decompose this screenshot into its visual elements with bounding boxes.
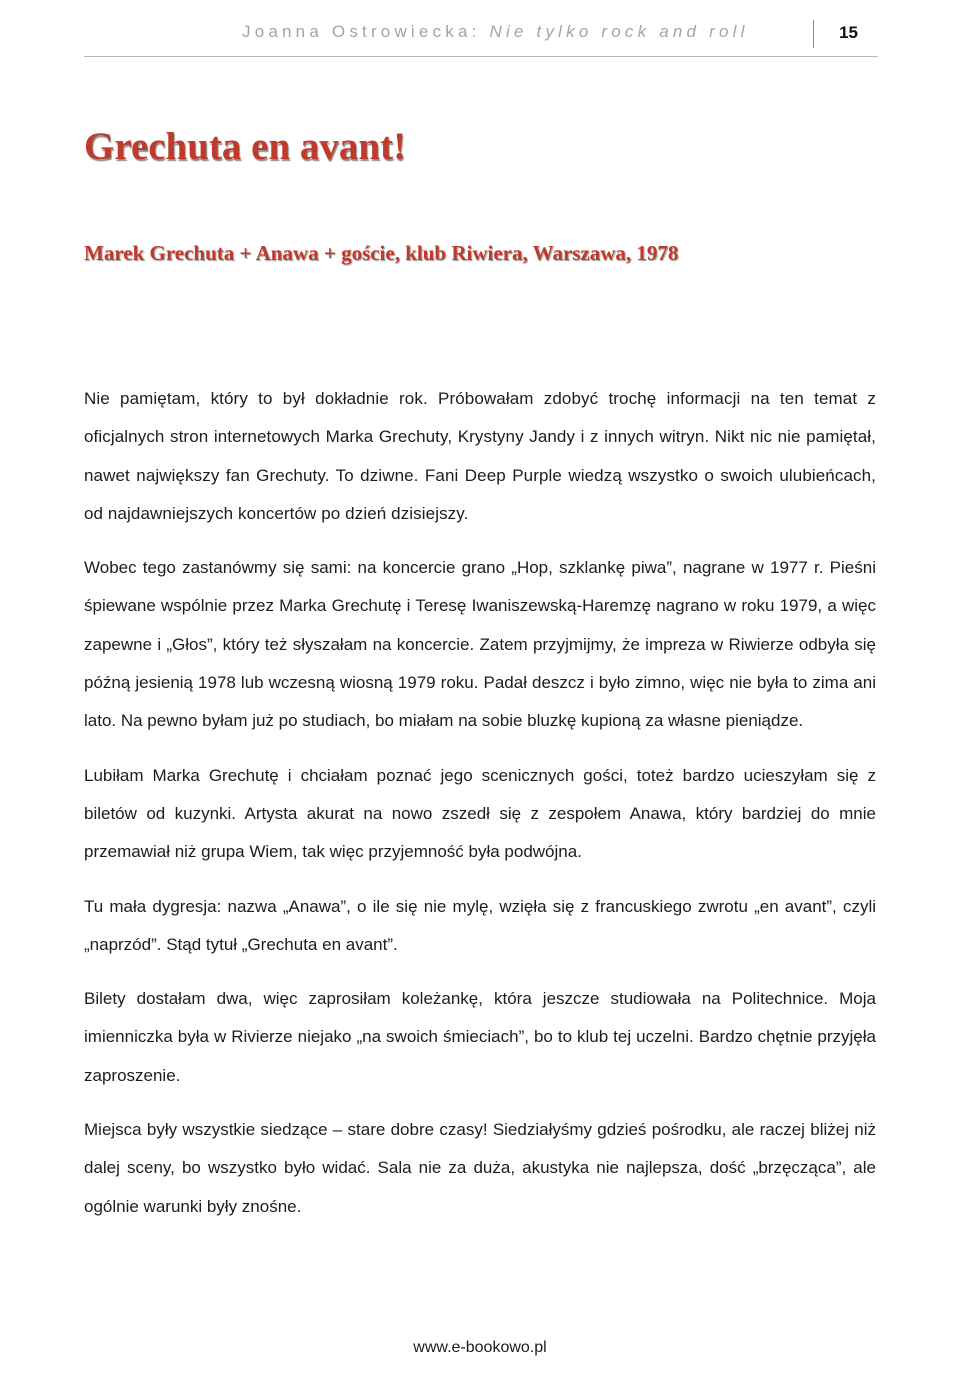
- page-footer: [0, 1339, 960, 1357]
- body-text: [84, 380, 876, 1242]
- paragraph: Tu mała dygresja: nazwa „Anawa”, o ile się nie mylę, wzięła się z francuskiego zwrotu „en avant”, czyli „naprzód”. Stąd tytuł „Grechuta en avant”.: [84, 896, 876, 954]
- chapter-title: Grechuta en avant!: [84, 125, 407, 168]
- running-header: [242, 22, 749, 42]
- page-header: [84, 20, 878, 57]
- paragraph: Nie pamiętam, który to był dokładnie rok. Próbowałam zdobyć trochę informacji na ten temat z oficjalnych stron internetowych Marka Grechuty, Krystyny Jandy i z innych witryn. Nikt nic nie pamiętał, nawet największy fan Grechuty. To dziwne. Fani Deep Purple wiedzą wszystko o swoich ulubieńcach, od najdawniejszych koncertów po dzień dzisiejszy.: [84, 389, 876, 523]
- page-number: 15: [813, 20, 858, 48]
- header-author: Joanna Ostrowiecka:: [242, 22, 481, 41]
- paragraph: Bilety dostałam dwa, więc zaprosiłam koleżankę, która jeszcze studiowała na Politechnice. Moja imienniczka była w Rivierze niejako „na swoich śmieciach”, bo to klub tej uczelni. Bardzo chętnie przyjęła zaproszenie.: [84, 989, 876, 1085]
- chapter-subtitle: Marek Grechuta + Anawa + goście, klub Riwiera, Warszawa, 1978: [84, 241, 679, 265]
- header-book-title: Nie tylko rock and roll: [489, 22, 749, 41]
- footer-url[interactable]: www.e-bookowo.pl: [413, 1339, 547, 1356]
- paragraph: Wobec tego zastanówmy się sami: na koncercie grano „Hop, szklankę piwa”, nagrane w 1977 r. Pieśni śpiewane wspólnie przez Marka Grechutę i Teresę Iwaniszewską-Haremzę nagrano w roku 1979, a więc zapewne i „Głos”, który też słyszałam na koncercie. Zatem przyjmijmy, że impreza w Riwierze odbyła się późną jesienią 1978 lub wczesną wiosną 1979 roku. Padał deszcz i było zimno, więc nie była to zima ani lato. Na pewno byłam już po studiach, bo miałam na sobie bluzkę kupioną za własne pieniądze.: [84, 558, 876, 731]
- paragraph: Miejsca były wszystkie siedzące – stare dobre czasy! Siedziałyśmy gdzieś pośrodku, ale raczej bliżej niż dalej sceny, bo wszystko było widać. Sala nie za duża, akustyka nie najlepsza, dość „brzęcząca”, ale ogólnie warunki były znośne.: [84, 1120, 876, 1216]
- paragraph: Lubiłam Marka Grechutę i chciałam poznać jego scenicznych gości, toteż bardzo ucieszyłam się z biletów od kuzynki. Artysta akurat na nowo zszedł się z zespołem Anawa, który bardziej do mnie przemawiał niż grupa Wiem, tak więc przyjemność była podwójna.: [84, 765, 876, 862]
